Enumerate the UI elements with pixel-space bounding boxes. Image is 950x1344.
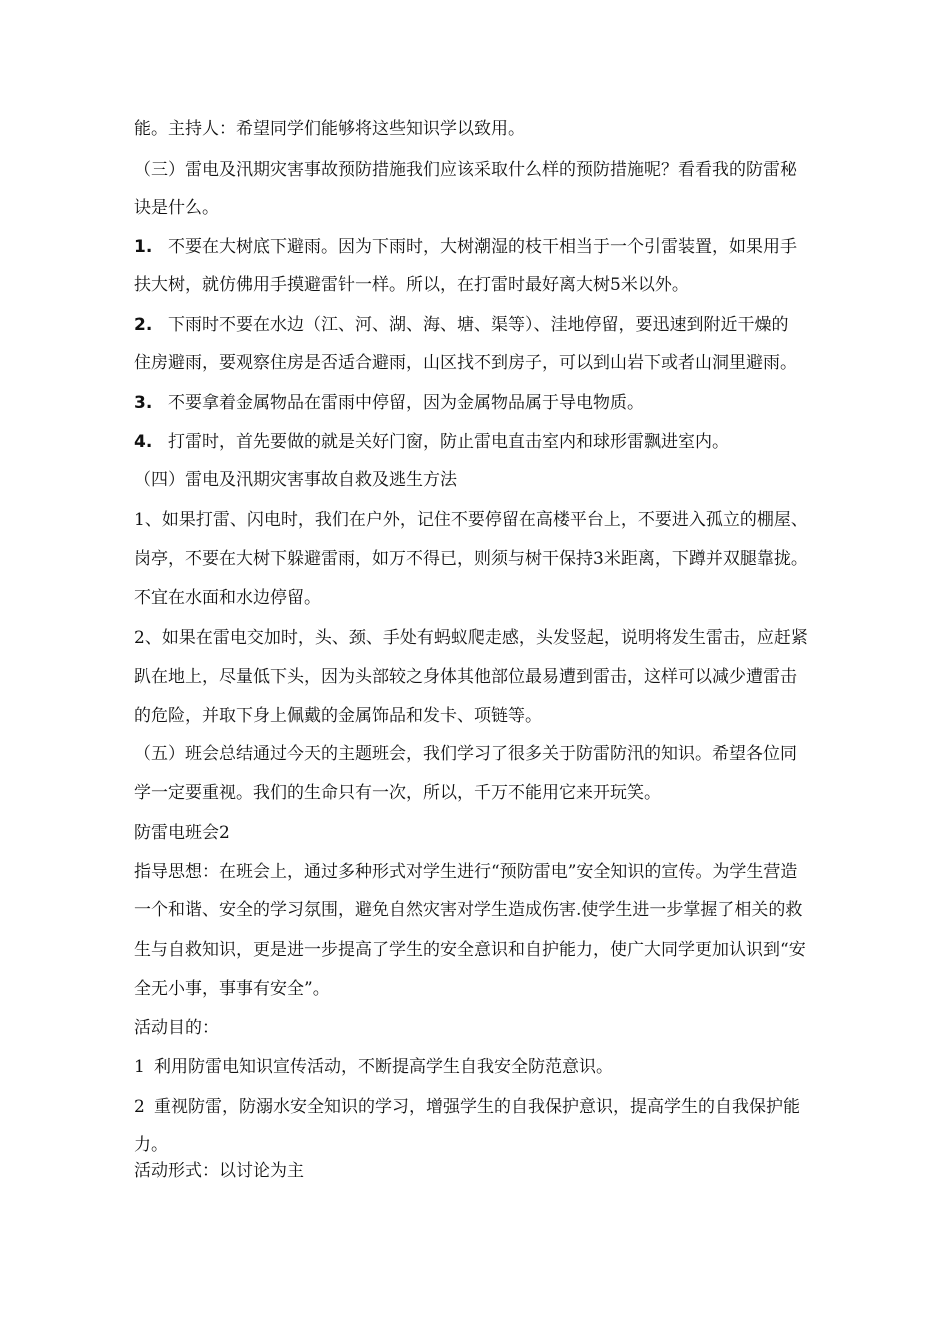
list-number: 3. [134,393,153,413]
text-line: 扶大树，就仿佛用手摸避雷针一样。所以，在打雷时最好离大树5米以外。 [134,275,689,295]
text-line: 指导思想：在班会上，通过多种形式对学生进行“预防雷电”安全知识的宣传。为学生营造 [134,862,798,882]
goal-item-2 [134,1096,800,1118]
section-heading-3: （三）雷电及汛期灾害事故预防措施我们应该采取什么样的预防措施呢？看看我的防雷秘 [134,160,797,180]
text-line: 1、如果打雷、闪电时，我们在户外，记住不要停留在高楼平台上，不要进入孤立的棚屋、 [134,510,808,530]
list-item-2 [134,314,789,336]
list-number: 1. [134,237,153,257]
text-line: 一个和谐、安全的学习氛围，避免自然灾害对学生造成伤害.使学生进一步掌握了相关的救 [134,900,803,920]
list-text: 不要拿着金属物品在雷雨中停留，因为金属物品属于导电物质。 [168,393,644,413]
goal-number: 1 [134,1057,145,1077]
text-line: 诀是什么。 [134,198,219,218]
list-item-1 [134,236,797,258]
text-line: 能。主持人：希望同学们能够将这些知识学以致用。 [134,119,525,139]
text-line: 全无小事，事事有安全”。 [134,979,330,999]
text-line: 力。 [134,1135,168,1155]
goal-number: 2 [134,1097,145,1117]
list-text: 打雷时，首先要做的就是关好门窗，防止雷电直击室内和球形雷飘进室内。 [168,432,729,452]
section-heading-5: （五）班会总结通过今天的主题班会，我们学习了很多关于防雷防汛的知识。希望各位同 [134,744,797,764]
list-item-3 [134,392,644,414]
list-number: 2. [134,315,153,335]
text-line: 2、如果在雷电交加时，头、颈、手处有蚂蚁爬走感，头发竖起，说明将发生雷击，应赶紧 [134,628,808,648]
text-line: 学一定要重视。我们的生命只有一次，所以，千万不能用它来开玩笑。 [134,783,661,803]
label-activity-form: 活动形式：以讨论为主 [134,1161,304,1181]
goal-item-1 [134,1056,613,1078]
text-line: 的危险，并取下身上佩戴的金属饰品和发卡、项链等。 [134,706,542,726]
list-text: 不要在大树底下避雨。因为下雨时，大树潮湿的枝干相当于一个引雷装置，如果用手 [168,237,797,257]
list-item-4 [134,431,729,453]
text-line: 岗亭，不要在大树下躲避雷雨，如万不得已，则须与树干保持3米距离，下蹲并双腿靠拢。 [134,549,808,569]
goal-text: 利用防雷电知识宣传活动，不断提高学生自我安全防范意识。 [154,1057,613,1077]
text-line: 不宜在水面和水边停留。 [134,588,321,608]
label-activity-goal: 活动目的： [134,1018,219,1038]
document-subtitle: 防雷电班会2 [134,823,230,843]
section-heading-4: （四）雷电及汛期灾害事故自救及逃生方法 [134,470,457,490]
text-line: 生与自救知识，更是进一步提高了学生的安全意识和自护能力，使广大同学更加认识到“安 [134,940,806,960]
text-line: 住房避雨，要观察住房是否适合避雨，山区找不到房子，可以到山岩下或者山洞里避雨。 [134,353,797,373]
list-number: 4. [134,432,153,452]
list-text: 下雨时不要在水边（江、河、湖、海、塘、渠等）、洼地停留，要迅速到附近干燥的 [168,315,789,335]
goal-text: 重视防雷，防溺水安全知识的学习，增强学生的自我保护意识，提高学生的自我保护能 [154,1097,800,1117]
text-line: 趴在地上，尽量低下头，因为头部较之身体其他部位最易遭到雷击，这样可以减少遭雷击 [134,667,797,687]
